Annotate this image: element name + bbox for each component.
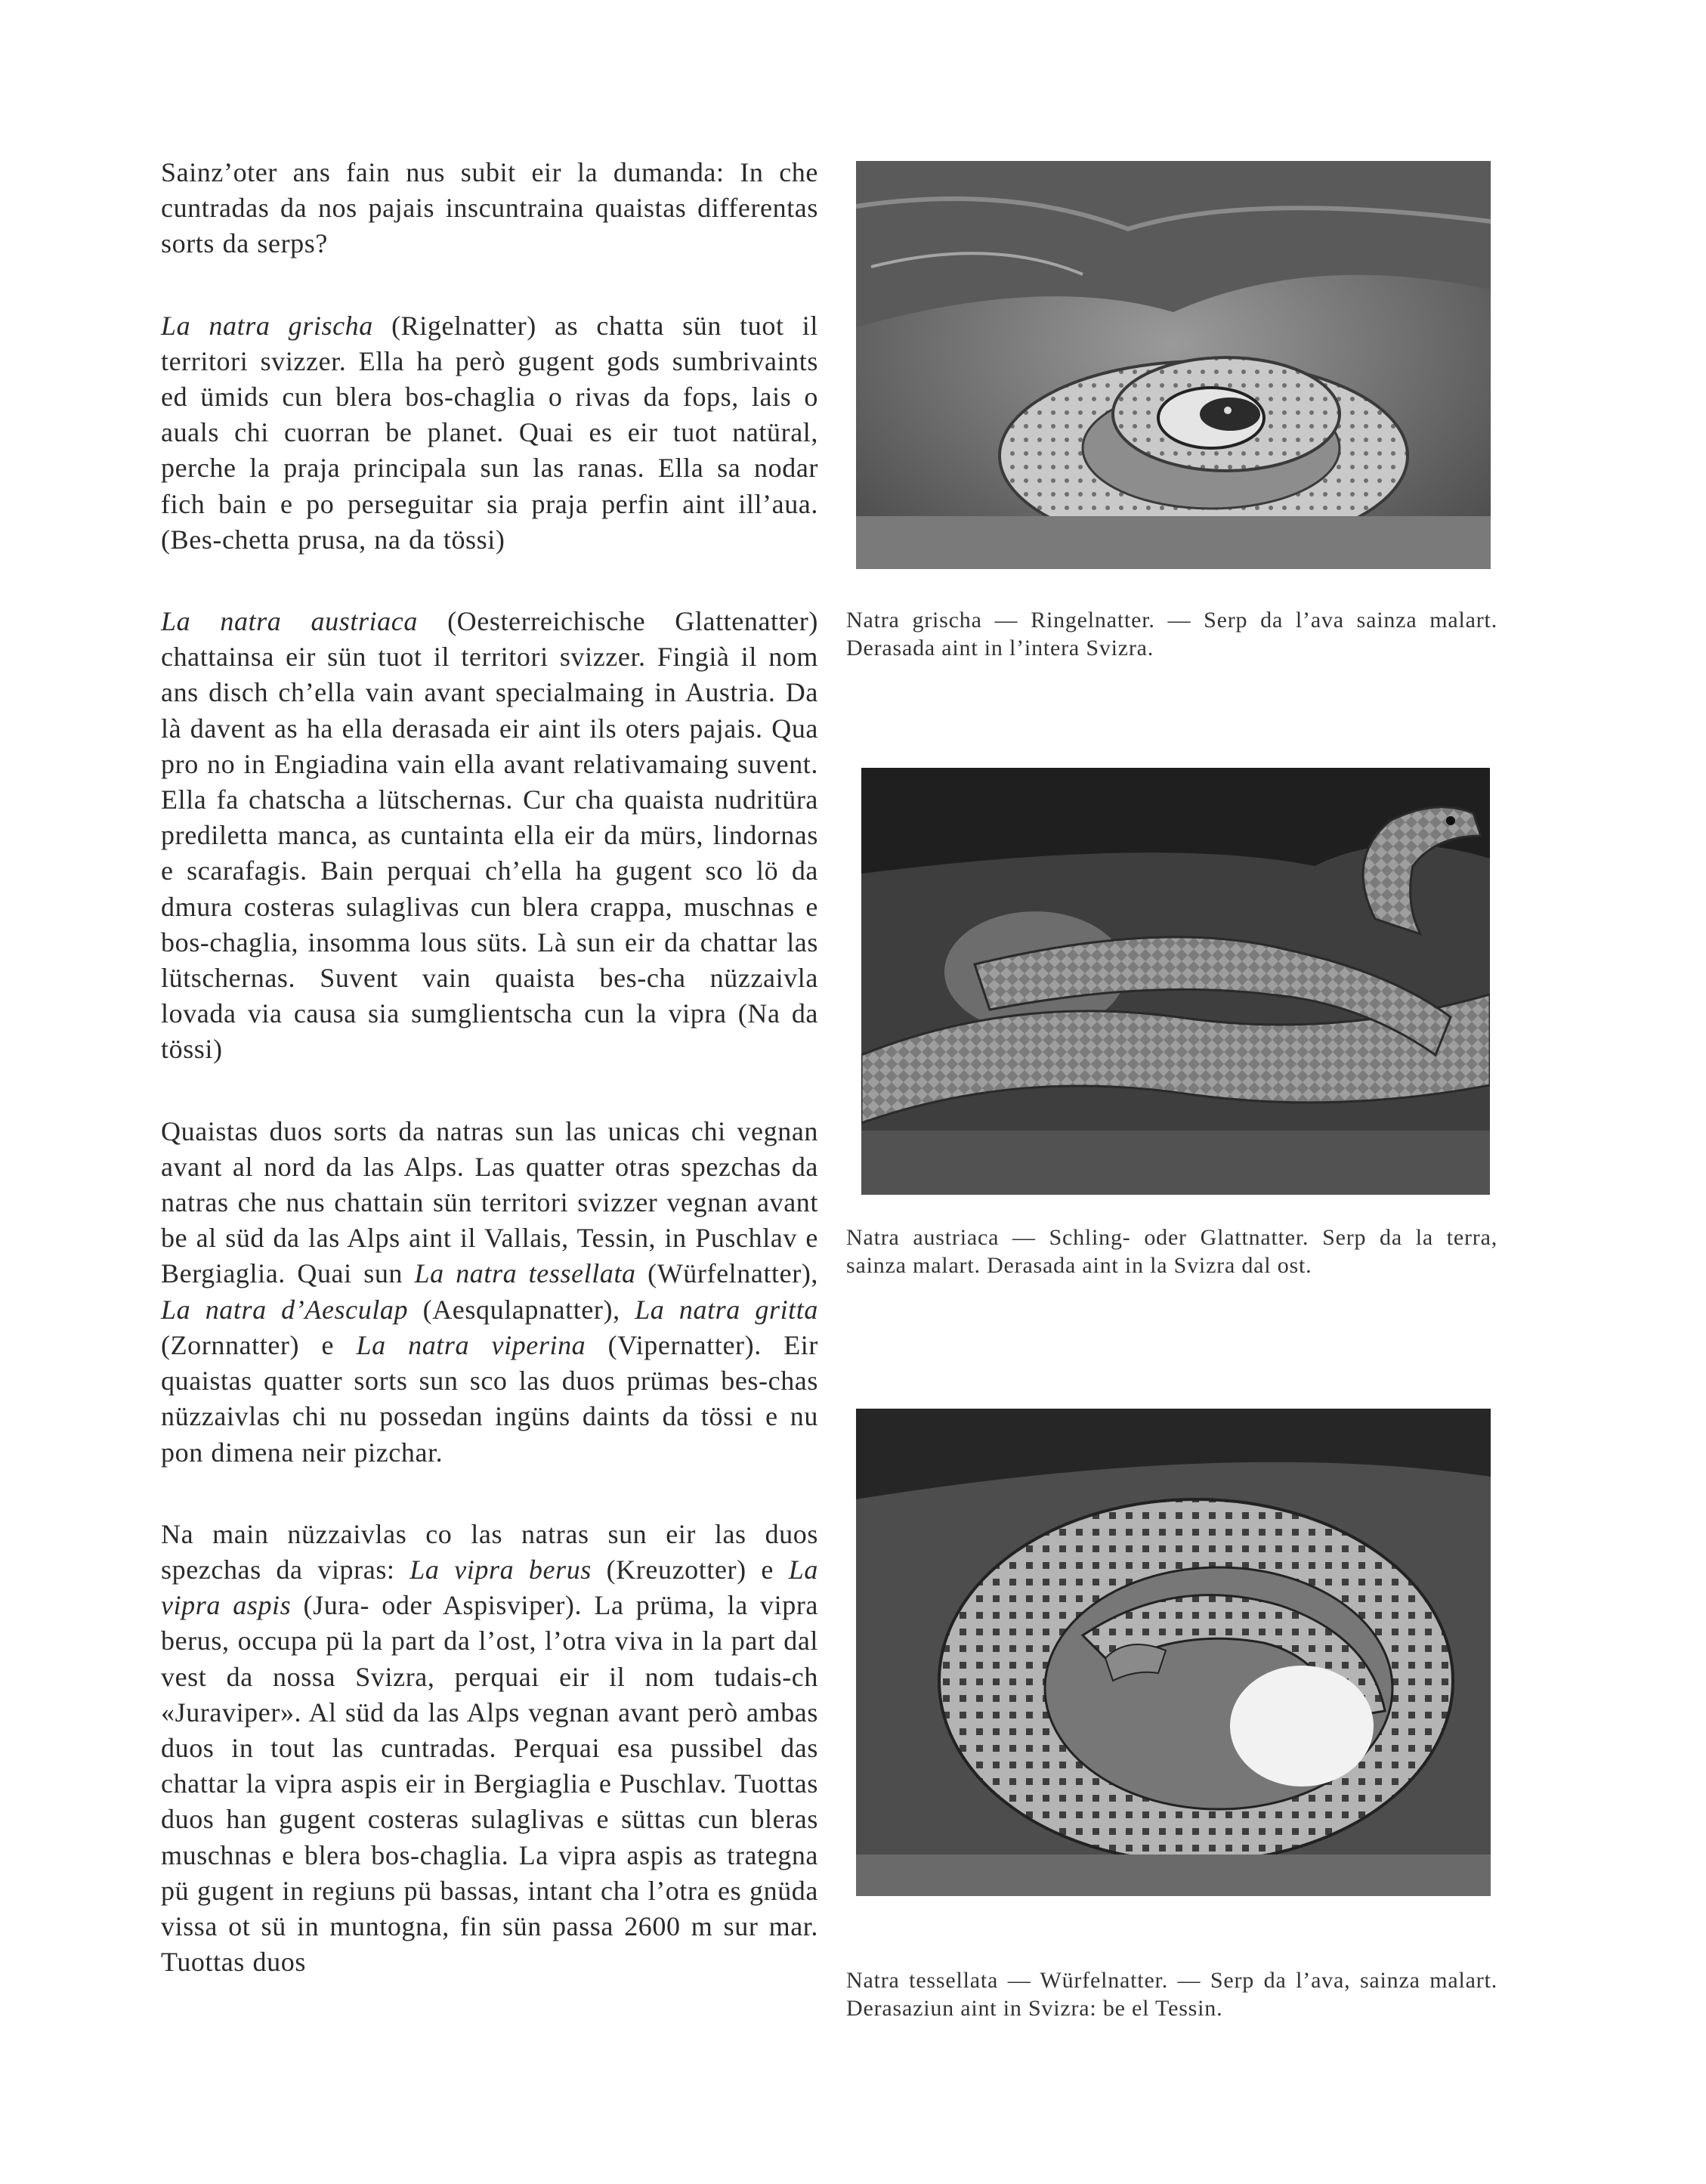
paragraph-text: (Würfelnatter), [635,1258,819,1289]
paragraph-text: Sainz’oter ans fain nus subit eir la dumanda: In che cuntradas da nos pajais inscuntraina quaistas differentas sorts da serps? [161,157,818,259]
paragraph-text: Na main nüzzaivlas co las natras sun eir las duos spezchas da vipras: [161,1518,818,1585]
paragraph-text: Quaistas duos sorts da natras sun las unicas chi vegnan avant al nord da las Alps. Las quatter otras spezchas da natras che nus chattain sün territori svizzer vegnan avant be al süd da las Alps aint il Vallais, Tessin, in Puschlav e Bergiaglia. Quai sun [161,1115,818,1289]
paragraph-text: (Aesqulapnatter), [408,1294,635,1325]
paragraph-text: (Kreuzotter) e [591,1554,789,1585]
snake-rearing-illustration [861,768,1490,1195]
paragraph-vipras [161,1517,818,1981]
caption-natra-tessellata: Natra tessellata — Würfelnatter. — Serp da l’ava, sainza malart. Derasaziun aint in Svizra: be el Tessin. [846,1968,1497,2021]
italic-species-name: La vipra berus [410,1554,592,1585]
caption-natra-grischa: Natra grischa — Ringelnatter. — Serp da l’ava sainza malart. Derasada aint in l’intera Svizra. [846,608,1497,660]
italic-species-name: La natra viperina [356,1329,586,1360]
italic-species-name: La natra austriaca [161,606,418,637]
paragraph-natra-austriaca [161,604,818,1068]
italic-species-name: La natra grischa [161,310,373,341]
paragraph-text: (Rigelnatter) as chatta sün tuot il territori svizzer. Ella ha però gugent gods sumbrivaints ed ümids cun blera bos-chaglia o rivas da fops, lais o auals chi cuorran be planet. Quai es eir tuot natüral, perche la praja principala sun las ranas. Ella sa nodar fich bain e po perseguitar sia praja perfin aint ill’aua. (Bes-chetta prusa, na da tössi) [161,310,818,555]
italic-species-name: La natra d’Aesculap [161,1294,409,1325]
paragraph-natra-grischa [161,308,818,558]
italic-species-name: La natra tessellata [414,1258,636,1289]
italic-species-name: La vipra aspis [161,1554,818,1621]
paragraph-text: (Vipernatter). Eir quaistas quatter sorts sun sco las duos prümas bes-chas nüzzaivlas chi nu possedan ingüns daints da tössi e nu pon dimena neir pizchar. [161,1329,818,1468]
caption-natra-austriaca: Natra austriaca — Schling- oder Glattnatter. Serp da la terra, sainza malart. Derasada aint in la Svizra dal ost. [846,1225,1497,1278]
paragraph-intro [161,155,818,262]
photo-natra-austriaca [861,768,1490,1195]
paragraph-text: (Oesterreichische Glattenatter) chattainsa eir sün tuot il territori svizzer. Fingià il nom ans disch ch’ella vain avant specialmaing in Austria. Da là davent as ha ella derasada eir aint ils oters pajais. Qua pro no in Engiadina vain ella avant relativamaing suvent. Ella fa chatscha a lütschernas. Cur cha quaista nudritüra predilett​a manca, as cuntainta ella eir da mürs, lindornas e scarafagis. Bain perquai ch’ella ha gugent sco lö da dmura costeras sulaglivas cun blera crappa, muschnas e bos-chaglia, insomma lous süts. Là sun eir da chattar las lütschernas. Suvent vain quaista bes-cha nüzzaivla lovada via causa sia sumglientscha cun la vipra (Na da tössi) [161,606,818,1065]
photo-natra-grischa [856,161,1491,569]
paragraph-text: (Zornnatter) e [161,1329,357,1360]
text-column [161,155,818,1980]
snake-coiled-illustration [856,161,1491,569]
photo-natra-tessellata [856,1409,1491,1896]
snake-tessellated-illustration [856,1409,1491,1896]
paragraph-southern-natras [161,1114,818,1471]
paragraph-text: (Jura- oder Aspisviper). La prüma, la vipra berus, occupa pü la part da l’ost, l’otra viva in la part dal vest da nossa Svizra, perquai eir il nom tudais-ch «Juraviper». Al süd da las Alps vegnan avant però ambas duos in tout las cuntradas. Perquai esa pussibel das chattar la vipra aspis eir in Bergiaglia e Puschlav. Tuottas duos han gugent costeras sulaglivas e süttas cun bleras muschnas e blera bos-chaglia. La vipra aspis as trategna pü gugent in regiuns pü bassas, intant cha l’otra es gnüda vissa ot sü in muntogna, fin sün passa 2600 m sur mar. Tuottas duos [161,1590,818,1978]
italic-species-name: La natra gritta [635,1294,818,1325]
